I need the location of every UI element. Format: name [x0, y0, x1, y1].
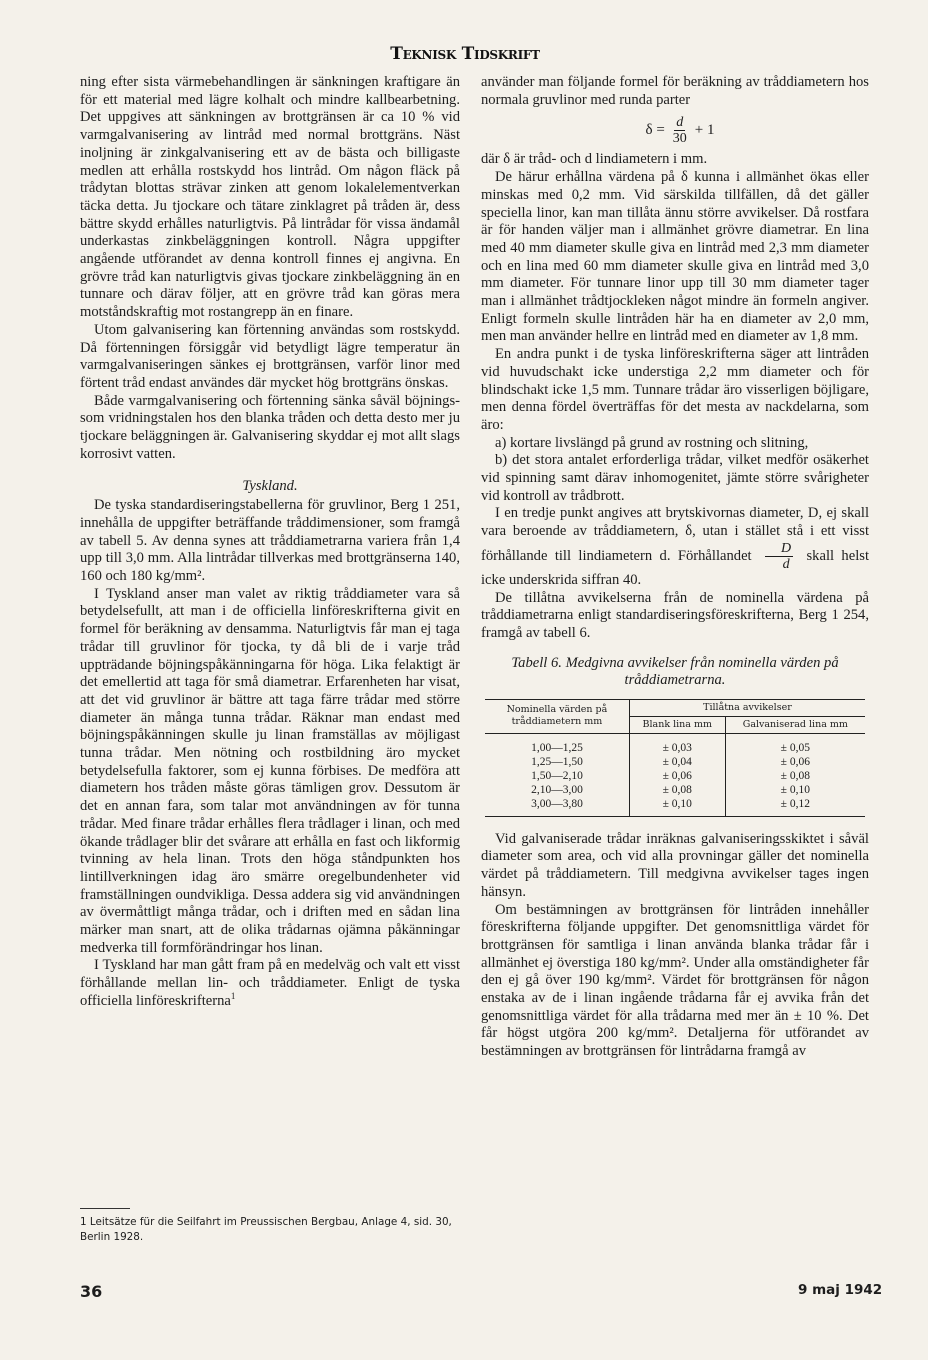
list-item: a) kortare livslängd på grund av rostning och slitning,: [495, 434, 809, 451]
table-row: [485, 783, 865, 797]
ratio-numerator: D: [765, 541, 793, 557]
formula-rhs: + 1: [694, 121, 715, 138]
paragraph-text: I en tredje punkt angives att brytskivornas diameter, D, ej skall vara beroende av tråddiametern, δ, utan i stället stå i ett visst förhållande till lindiametern d. Förhållandet: [481, 505, 869, 564]
table-cell: 1,25—1,50: [531, 755, 583, 768]
table-cell: ± 0,03: [629, 733, 725, 755]
paragraph: Om bestämningen av brottgränsen för lintråden innehåller föreskrifterna följande uppgifter. Det genomsnittliga värdet för brottgränsen för samtliga i linan använda blanka trådar får i allmänhet ej överstiga 180 kg/mm². Under alla omständigheter får den ej gå över 190 kg/mm². Värdet för brottgränsen för någon enstaka av de i linan ingående trådarna får ej avvika från det genomsnittliga värdet för alla trådarna med mer än ± 10 %. Det får högst utgöra 200 kg/mm². Detaljerna för utförandet av bestämningen av brottgränsen för lintrådarna framgå av: [481, 901, 869, 1060]
paragraph: En andra punkt i de tyska linföreskrifterna säger att lintråden vid huvudschakt icke understiga 2,2 mm diameter och för blindschakt icke 1,5 mm. Tunnare trådar äro visserligen böjligare, men denna fördel överträffas för det mesta av nackdelarna, som äro:: [481, 346, 869, 433]
table-row: [485, 797, 865, 817]
paragraph: [481, 505, 869, 589]
formula-lhs: δ =: [645, 121, 665, 138]
paragraph: [80, 957, 460, 1010]
journal-masthead: Teknisk Tidskrift: [390, 44, 540, 64]
paragraph: Vid galvaniserade trådar inräknas galvaniseringsskiktet i såväl diameter som area, och vid alla provningar gäller det nominella värdet på tråddiametern. Till medgivna avvikelser tages ingen hänsyn.: [481, 830, 869, 900]
table-row: [485, 755, 865, 769]
list-item: b) det stora antalet erforderliga trådar, vilket medför osäkerhet vid spinning samt därav inhomogenitet, jämte större svårigheter vid kontroll av trådbrott.: [481, 452, 869, 504]
footnote-ref: 1: [230, 991, 236, 1001]
issue-date: 9 maj 1942: [798, 1282, 883, 1298]
paragraph: De tyska standardiseringstabellerna för gruvlinor, Berg 1 251, innehålla de uppgifter beträffande tråddimensioner, som framgå av tabell 5. Av denna synes att tråddiametrarna variera från 1,4 upp till 3,0 mm. Alla lintrådar tillverkas med brottgränserna 140, 160 och 180 kg/mm².: [80, 497, 460, 584]
table-caption-text: Medgivna avvikelser från nominella värden på tråddiametrarna.: [565, 654, 839, 688]
paragraph: ning efter sista värmebehandlingen är sänkningen kraftigare än för ett material med lägre kolhalt och mindre kallbearbetning. Det uppgives att sänkningen av brottgränsen är ca 10 % vid varmgalvanisering av lintråd med normal brottgräns. Näst inoljning är zinkgalvanisering ett av de bästa och billigaste medlen att erhålla rostskydd hos lintråd. Om någon fläck på trådytan blottas strävar zinken att genom lokalelementverkan täcka detta. Ju tjockare och tätare zinklagret på tråden är, dess bättre skydd erhålles naturligtvis. På lintrådar för vissa ändamål underkastas zinkbeläggningen kontroll. Några uppgifter angående utförandet av denna kontroll finnes ej angivna. En grövre tråd kan naturligtvis givas tjockare zinkbeläggning än en tunnare och därav följer, att en grövre tråd kan göras mera motståndskraftig mot rostangrepp än en finare.: [80, 74, 460, 321]
table-cell: ± 0,06: [629, 769, 725, 783]
paragraph: använder man följande formel för beräkning av tråddiametern hos normala gruvlinor med runda parter: [481, 74, 869, 108]
table-header-nominal: Nominella värden på tråddiametern mm: [485, 699, 629, 733]
table-cell: ± 0,04: [629, 755, 725, 769]
section-heading: Tyskland.: [242, 478, 298, 495]
deviation-table: [485, 699, 865, 817]
ratio-denominator: d: [782, 556, 790, 572]
paragraph: Både varmgalvanisering och förtenning sänka såväl böjnings- som vridningstalen hos den blanka tråden och detta desto mer ju tjockare beläggningen är. Galvanisering skyddar ej mot allt slags korrosivt vatten.: [80, 392, 460, 462]
paragraph-text: skall helst icke underskrida siffran 40.: [481, 547, 869, 588]
paragraph: De härur erhållna värdena på δ kunna i allmänhet ökas eller minskas med 0,2 mm. Vid särskilda tillfällen, då det gäller speciella linor, kan man tillåta ännu större avvikelser. Då rostfara är för handen väljer man i allmänhet grövre diametrar. En lina med 40 mm diameter skulle giva en lintråd med 2,3 mm diameter och en lina med 60 mm diameter skulle giva en lintråd med 3,0 mm diameter. För tunnare linor upp till 30 mm diameter tager man i allmänhet trådtjockleken något mindre än formeln angiver. Enligt formeln skulle lintråden här ha en diameter av 2,0 mm, men man använder hellre en lintråd med en diameter av 1,8 mm.: [481, 169, 869, 345]
paragraph: där δ är tråd- och d lindiametern i mm.: [481, 151, 708, 168]
table-cell: ± 0,12: [725, 797, 865, 817]
table-cell: 1,50—2,10: [531, 769, 583, 782]
paragraph: Utom galvanisering kan förtenning användas som rostskydd. Då förtenningen försiggår vid betydligt lägre temperatur än varmgalvaniseringen sänkes ej brottgränsen, varför linor med förtent tråd endast användes där mycket hög brottgräns önskas.: [80, 321, 460, 391]
paragraph-text: I Tyskland har man gått fram på en medelväg och valt ett visst förhållande mellan lin- och tråddiameter. Enligt de tyska officiella linföreskrifterna: [80, 957, 460, 1009]
paragraph: De tillåtna avvikelserna från de nominella värdena på tråddiametrarna enligt standardiseringsföreskrifterna, Berg 1 254, framgå av tabell 6.: [481, 589, 869, 641]
table-cell: ± 0,06: [725, 755, 865, 769]
table-cell: ± 0,08: [629, 783, 725, 797]
formula: [491, 109, 869, 151]
table-cell: ± 0,08: [725, 769, 865, 783]
ratio-fraction: [765, 541, 793, 572]
table-header-blank: Blank lina mm: [629, 716, 725, 733]
formula-fraction: [671, 115, 689, 146]
table-caption-label: Tabell 6.: [511, 654, 562, 671]
table-row: [485, 733, 865, 755]
table-row: [485, 769, 865, 783]
table-cell: ± 0,10: [629, 797, 725, 817]
formula-numerator: d: [676, 114, 684, 130]
table-cell: ± 0,05: [725, 733, 865, 755]
table-header-galvanized: Galvaniserad lina mm: [725, 716, 865, 733]
table-caption: [481, 655, 869, 689]
paragraph: I Tyskland anser man valet av riktig tråddiameter vara så betydelsefullt, att man i de officiella linföreskrifterna givit en formel för beräkning av densamma. Naturligtvis får man ej taga trådar till gruvlinor för tjocka, ty då bli de i varje tråd uppträdande böjningspåkänningarna för höga. Lika felaktigt är det emellertid att taga för små diametrar. Erfarenheten har visat, att det vid gruvlinor är bättre att taga färre trådar med större diameter än många tunna trådar. Räknar man endast med böjningspåkänningen skulle ju linan framställas av möjligast tunna trådar. Men nötning och rostbildning äro mycket betydelsefulla faktorer, som ej kunna förbises. De medföra att diametern hos tråden måste göras tämligen grov. Dessutom är det en annan fara, som talar mot användningen av för tunna trådar. Med finare trådar erhålles flera trådlager i linan, och med ökande trådlager blir det svårare att erhålla en fast och likformig tvinning av hela linan. Trots den höga ståndpunkten hos lintillverkningen idag äro smärre oregelbundenheter vid framställningen oundvikliga. Dessa addera sig vid användningen av övermåttligt många trådar, och i driften med en sådan lina märker man snart, att de olika trådarnas ojämna påkänningar medverka till formförändringar hos linan.: [80, 585, 460, 956]
formula-denominator: 30: [672, 130, 687, 146]
right-column: [481, 74, 869, 1061]
table-cell: 1,00—1,25: [531, 741, 583, 754]
footnote: 1 Leitsätze für die Seilfahrt im Preussischen Bergbau, Anlage 4, sid. 30, Berlin 1928.: [80, 1216, 452, 1243]
page-number: 36: [80, 1282, 103, 1301]
table-cell: 2,10—3,00: [531, 783, 583, 796]
left-column: [80, 74, 460, 1011]
table-header-group: Tillåtna avvikelser: [629, 699, 865, 716]
table-cell: ± 0,10: [725, 783, 865, 797]
table-cell: 3,00—3,80: [531, 797, 583, 810]
footnote-rule: [80, 1208, 130, 1209]
